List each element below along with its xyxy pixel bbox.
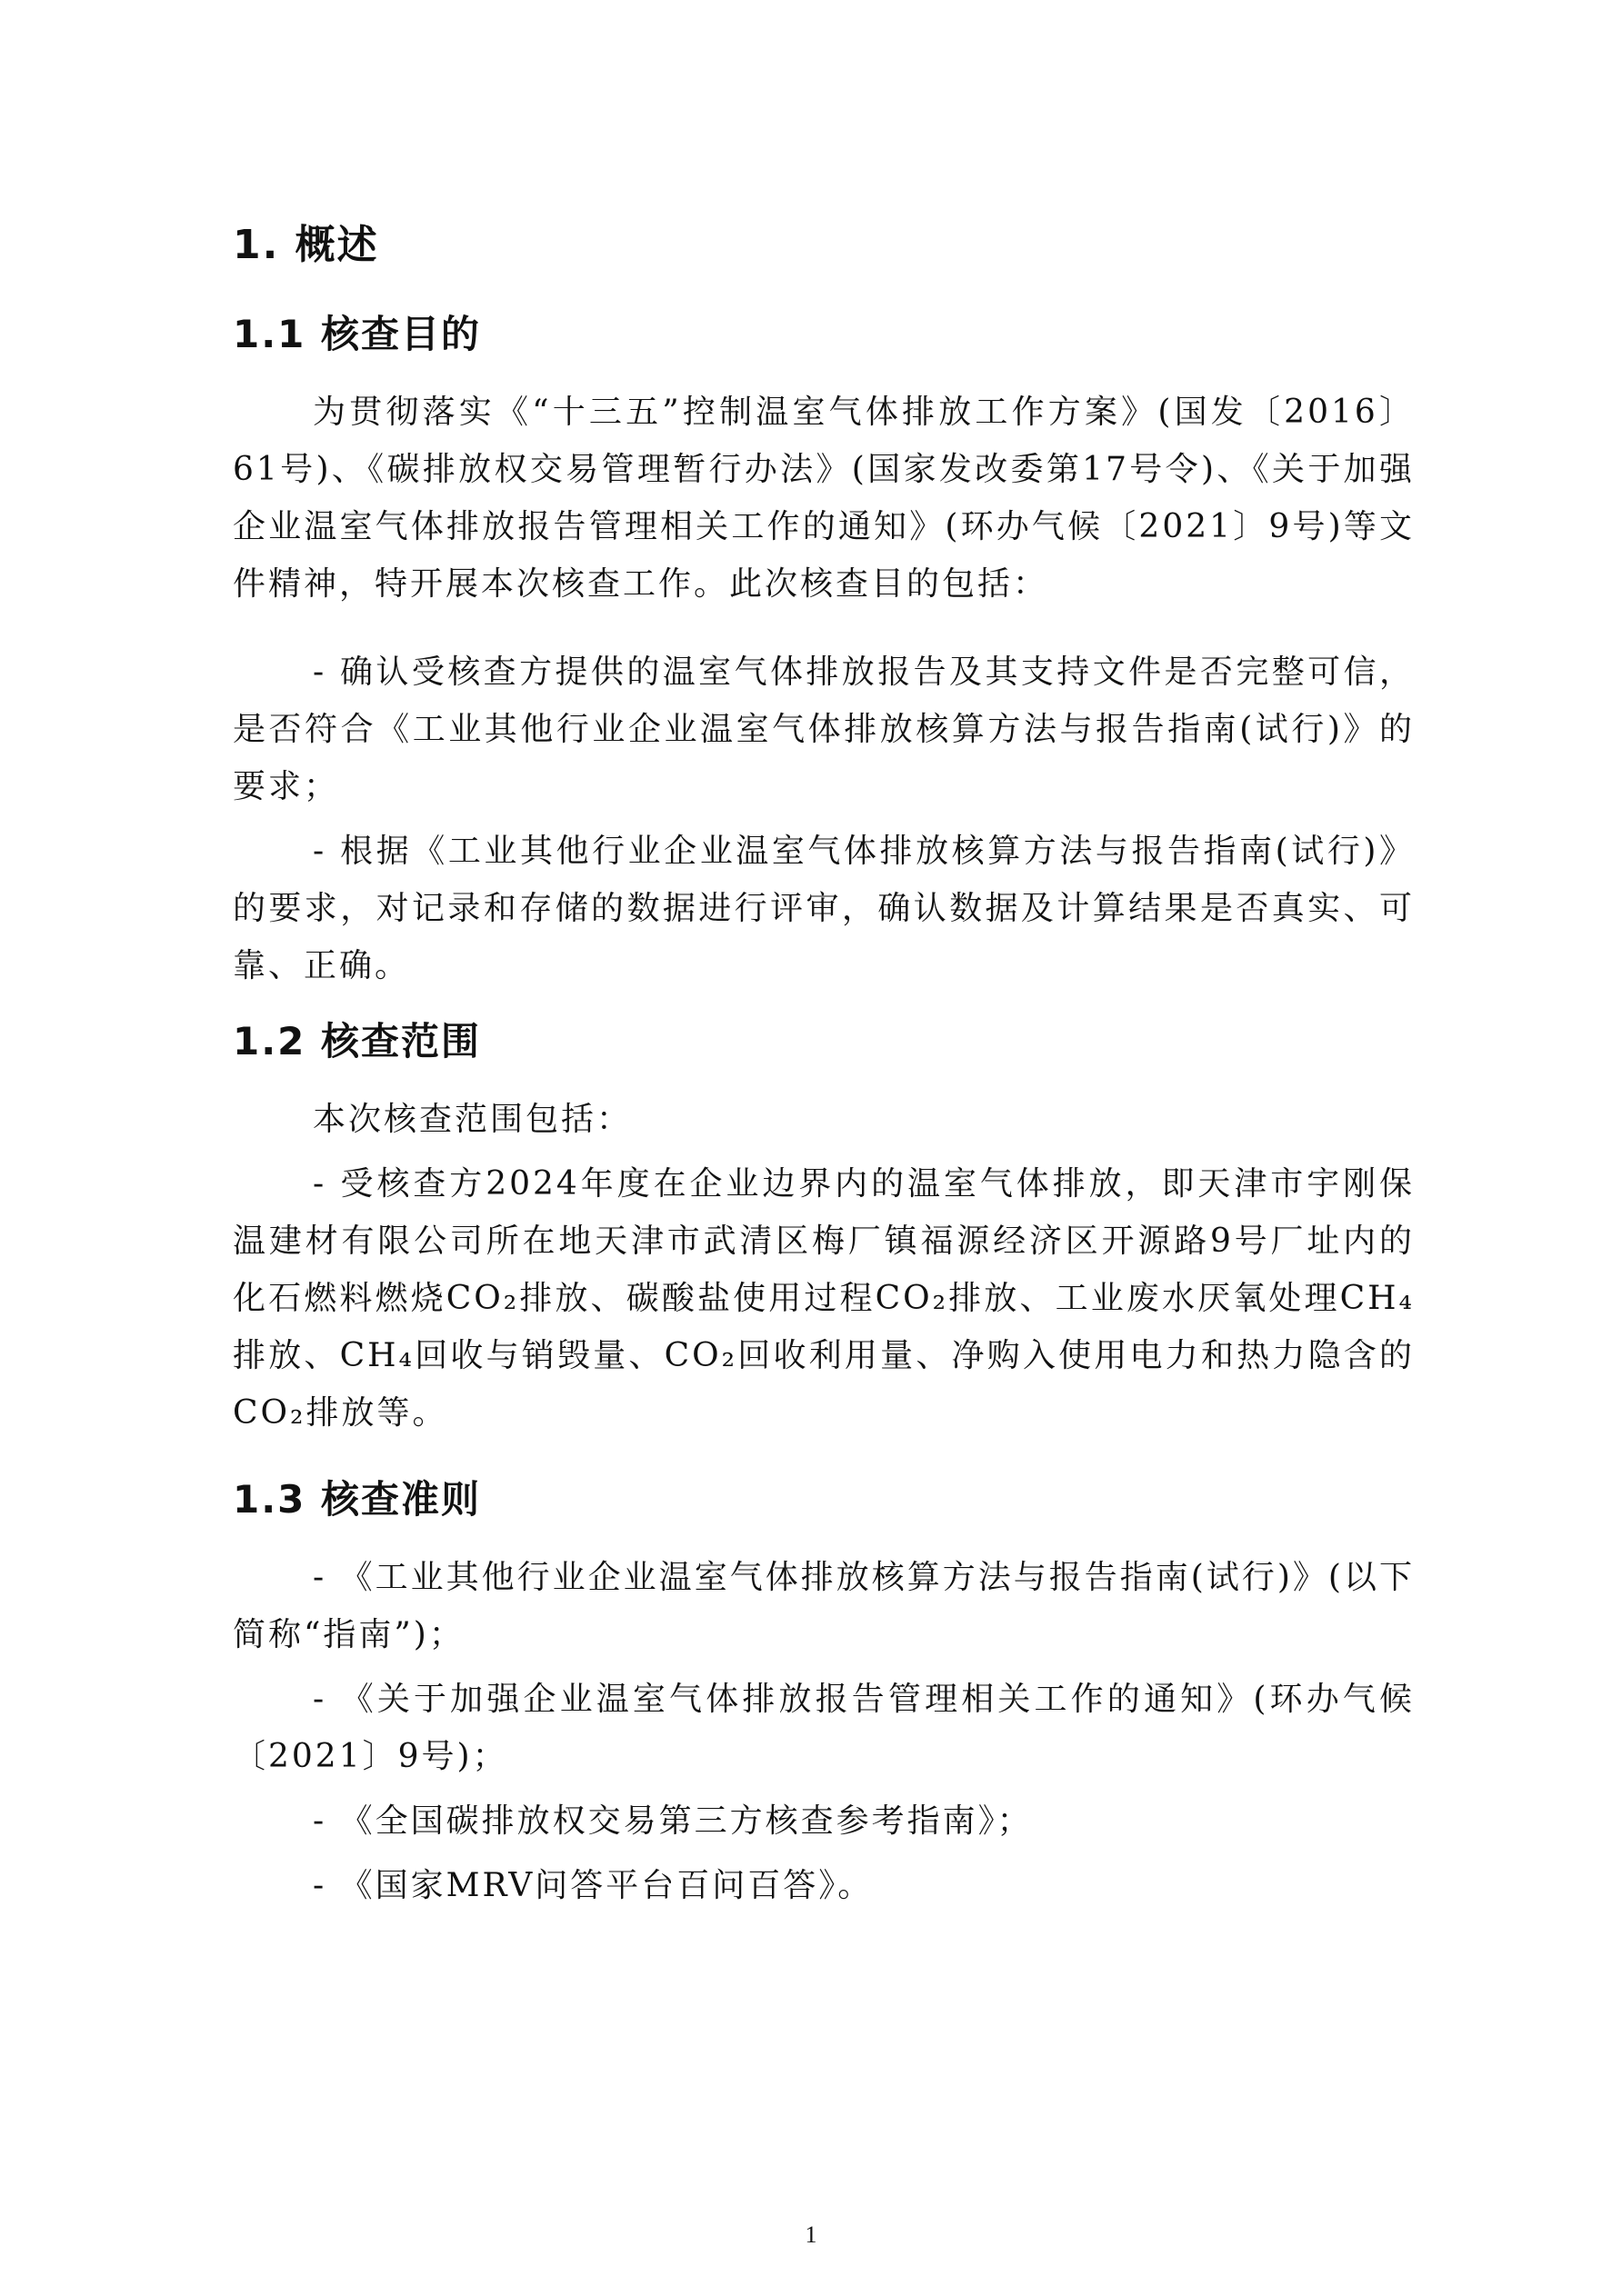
purpose-bullet-2: - 根据《工业其他行业企业温室气体排放核算方法与报告指南(试行)》的要求，对记录和存储的数据进行评审，确认数据及计算结果是否真实、可靠、正确。 — [233, 833, 1415, 984]
section-heading-overview: 1. 概述 — [233, 222, 379, 268]
page-content — [233, 218, 1415, 1922]
page-number: 1 — [805, 2221, 817, 2248]
criteria-bullet-3: - 《全国碳排放权交易第三方核查参考指南》； — [313, 1802, 1033, 1840]
scope-intro-paragraph: 本次核查范围包括： — [313, 1101, 633, 1138]
section-heading-scope: 1.2 核查范围 — [233, 1019, 482, 1063]
criteria-bullet-4: - 《国家MRV问答平台百问百答》。 — [313, 1867, 874, 1904]
purpose-intro-paragraph: 为贯彻落实《“十三五”控制温室气体排放工作方案》(国发〔2016〕61号)、《碳排放权交易管理暂行办法》(国家发改委第17号令)、《关于加强企业温室气体排放报告管理相关工作的通知》(环办气候〔2021〕9号)等文件精神，特开展本次核查工作。此次核查目的包括： — [233, 394, 1415, 603]
section-heading-purpose: 1.1 核查目的 — [233, 312, 482, 356]
criteria-bullet-2: - 《关于加强企业温室气体排放报告管理相关工作的通知》(环办气候〔2021〕9号)； — [233, 1681, 1415, 1775]
criteria-bullet-1: - 《工业其他行业企业温室气体排放核算方法与报告指南(试行)》(以下简称“指南”)； — [233, 1559, 1415, 1653]
purpose-bullet-1: - 确认受核查方提供的温室气体排放报告及其支持文件是否完整可信，是否符合《工业其他行业企业温室气体排放核算方法与报告指南(试行)》的要求； — [233, 654, 1415, 805]
scope-bullet: - 受核查方2024年度在企业边界内的温室气体排放，即天津市宇刚保温建材有限公司所在地天津市武清区梅厂镇福源经济区开源路9号厂址内的化石燃料燃烧CO₂排放、碳酸盐使用过程CO₂排放、工业废水厌氧处理CH₄排放、CH₄回收与销毁量、CO₂回收利用量、净购入使用电力和热力隐含的CO₂排放等。 — [233, 1165, 1415, 1432]
section-heading-criteria: 1.3 核查准则 — [233, 1477, 482, 1522]
